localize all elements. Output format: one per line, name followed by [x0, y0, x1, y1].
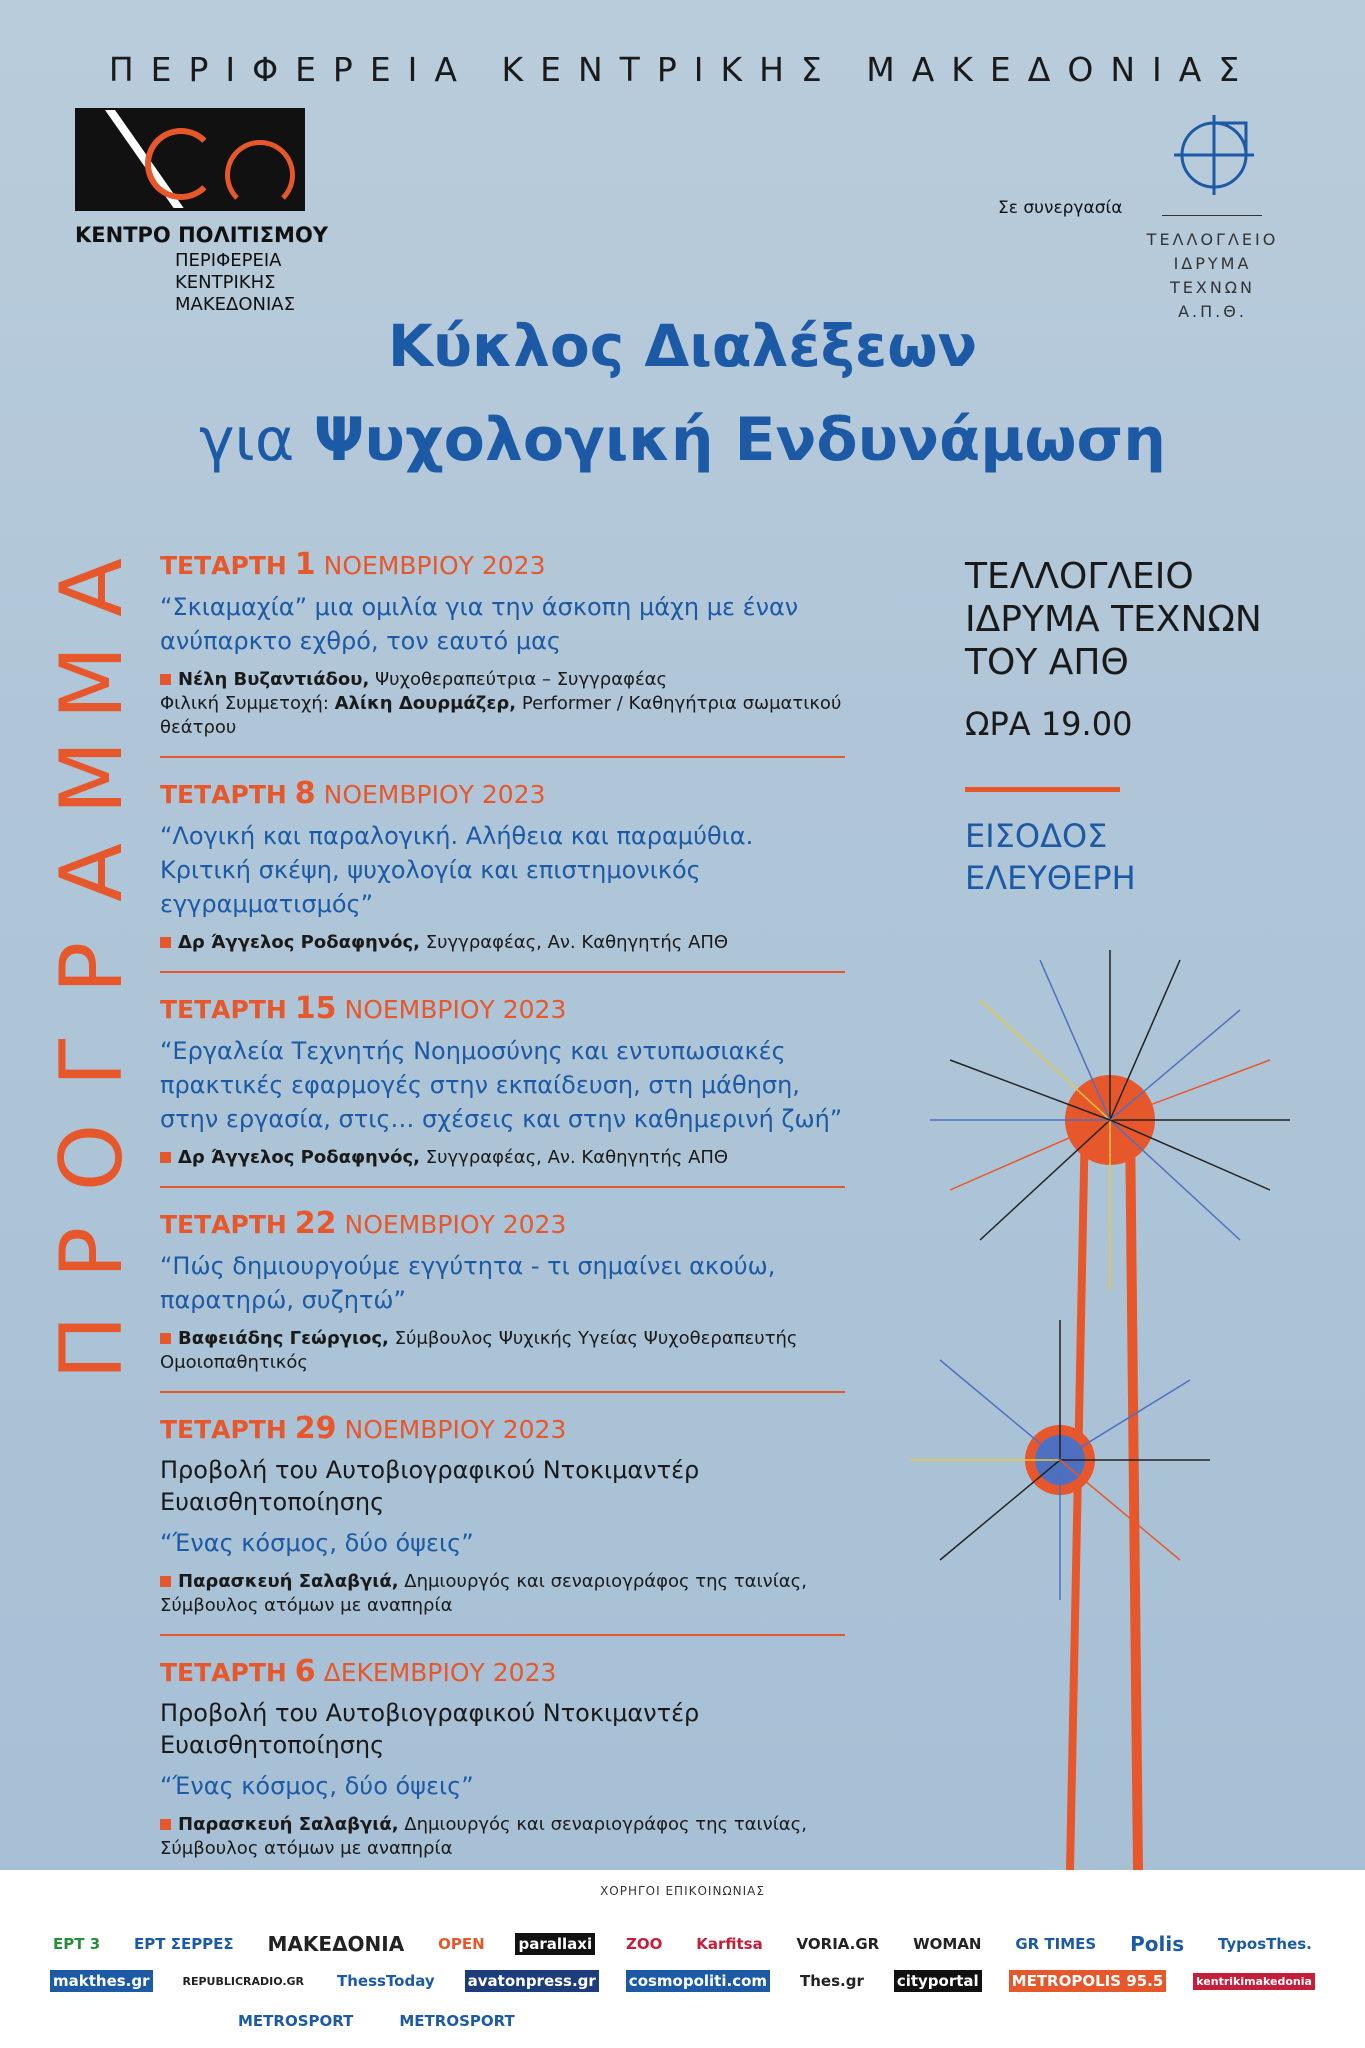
sponsor-logo: REPUBLICRADIO.GR [182, 1974, 305, 1988]
sponsor-logo: METROPOLIS 95.5 [1009, 1970, 1167, 1992]
event-item [160, 547, 845, 758]
event-date: ΤΕΤΑΡΤΗ 1 ΝΟΕΜΒΡΙΟΥ 2023 [160, 547, 546, 582]
sponsor-logo: METROSPORT [399, 2012, 515, 2030]
event-item [160, 1206, 845, 1393]
event-speaker: Βαφειάδης Γεώργιος, Σύμβουλος Ψυχικής Υγείας Ψυχοθεραπευτής Ομοιοπαθητικός [160, 1328, 798, 1373]
title-line1: Κύκλος Διαλέξεων [387, 312, 978, 380]
sponsor-logo: ΜΑΚΕΔΟΝΙΑ [267, 1932, 405, 1956]
event-speaker: Παρασκευή Σαλαβγιά, Δημιουργός και σεναριογράφος της ταινίας, Σύμβουλος ατόμων με αναπηρία [160, 1571, 807, 1616]
sponsor-logo: ThessToday [337, 1972, 435, 1990]
sponsor-logo: WOMAN [913, 1935, 982, 1953]
sponsors-row [50, 1930, 1315, 1958]
sponsors-strip [0, 1870, 1365, 2048]
sponsor-logo: TyposThes. [1217, 1935, 1312, 1953]
sponsor-logo: ΕΡΤ ΣΕΡΡΕΣ [134, 1935, 234, 1953]
sponsor-logo: Karfitsa [696, 1935, 763, 1953]
divider [1162, 215, 1262, 216]
divider [965, 787, 1120, 792]
event-item [160, 1411, 845, 1636]
title-line2: για Ψυχολογική Ενδυνάμωση [199, 405, 1166, 475]
event-speaker: Δρ Άγγελος Ροδαφηνός, Συγγραφέας, Αν. Καθηγητής ΑΠΘ [160, 931, 845, 955]
event-item [160, 1654, 845, 1870]
event-pretitle: Προβολή του Αυτοβιογραφικού Ντοκιμαντέρ Ευαισθητοποίησης [160, 1699, 700, 1759]
sponsor-logo: VORIA.GR [796, 1935, 880, 1953]
kentro-politismou-logo [75, 108, 305, 211]
event-date: ΤΕΤΑΡΤΗ 6 ΔΕΚΕΜΒΡΙΟΥ 2023 [160, 1654, 557, 1689]
event-date: ΤΕΤΑΡΤΗ 15 ΝΟΕΜΒΡΙΟΥ 2023 [160, 991, 567, 1026]
region-name: ΠΕΡΙΦΕΡΕΙΑ ΚΕΝΤΡΙΚΗΣ ΜΑΚΕΔΟΝΙΑΣ [108, 50, 1257, 89]
event-time: ΩΡΑ 19.00 [965, 705, 1133, 743]
sponsor-logo: ΕΡΤ 3 [53, 1935, 101, 1953]
event-title: “Ένας κόσμος, δύο όψεις” [160, 1772, 474, 1800]
event-date: ΤΕΤΑΡΤΗ 29 ΝΟΕΜΒΡΙΟΥ 2023 [160, 1411, 567, 1446]
event-speaker: Παρασκευή Σαλαβγιά, Δημιουργός και σεναριογράφος της ταινίας, Σύμβουλος ατόμων με αναπηρία [160, 1814, 807, 1859]
sponsor-logo: GR TIMES [1015, 1935, 1097, 1953]
event-speaker: Δρ Άγγελος Ροδαφηνός, Συγγραφέας, Αν. Καθηγητής ΑΠΘ [160, 1146, 845, 1170]
event-date: ΤΕΤΑΡΤΗ 8 ΝΟΕΜΒΡΙΟΥ 2023 [160, 776, 546, 811]
free-entry: ΕΙΣΟΔΟΣ ΕΛΕΥΘΕΡΗ [965, 817, 1136, 897]
sponsor-logo: makthes.gr [50, 1970, 153, 1992]
dandelion-illustration-icon [860, 820, 1365, 1870]
sponsors-row [50, 1970, 1315, 1992]
venue: ΤΕΛΛΟΓΛΕΙΟ ΙΔΡΥΜΑ ΤΕΧΝΩΝ ΤΟΥ ΑΠΘ [965, 556, 1262, 683]
event-title: “Λογική και παραλογική. Αλήθεια και παραμύθια. Κριτική σκέψη, ψυχολογία και επιστημονικός εγγραμματισμός” [160, 822, 754, 918]
sponsor-logo: kentrikimakedonia [1193, 1973, 1315, 1990]
sponsor-logo: cosmopoliti.com [626, 1970, 770, 1992]
cooperation-label: Σε συνεργασία [998, 198, 1123, 218]
sponsor-logo: parallaxi [515, 1933, 595, 1955]
program-list [160, 547, 845, 1870]
event-title: “Ένας κόσμος, δύο όψεις” [160, 1529, 474, 1557]
event-date: ΤΕΤΑΡΤΗ 22 ΝΟΕΜΒΡΙΟΥ 2023 [160, 1206, 567, 1241]
sponsor-logo: METROSPORT [238, 2012, 354, 2030]
teloglion-name: ΤΕΛΛΟΓΛΕΙΟ ΙΔΡΥΜΑ ΤΕΧΝΩΝ Α.Π.Θ. [1146, 230, 1279, 321]
sponsor-logo: avatonpress.gr [465, 1970, 599, 1992]
sponsor-logo: OPEN [438, 1935, 485, 1953]
sponsor-logo: Polis [1130, 1932, 1185, 1956]
teloglion-logo-icon [1166, 110, 1262, 200]
event-speaker: Νέλη Βυζαντιάδου, Ψυχοθεραπεύτρια – Συγγραφέας Φιλική Συμμετοχή: Αλίκη Δουρμάζερ, Performer / Καθηγήτρια σωματικού θεάτρου [160, 669, 842, 738]
kentro-politismou-sub: ΠΕΡΙΦΕΡΕΙΑ ΚΕΝΤΡΙΚΗΣ ΜΑΚΕΔΟΝΙΑΣ [175, 250, 295, 315]
program-vertical-label: Α Μ Μ Α Ρ Γ Ο Ρ Π [42, 558, 142, 1380]
event-item [160, 991, 845, 1188]
sponsors-title: ΧΟΡΗΓΟΙ ΕΠΙΚΟΙΝΩΝΙΑΣ [600, 1884, 765, 1898]
kentro-politismou-name: ΚΕΝΤΡΟ ΠΟΛΙΤΙΣΜΟΥ [75, 223, 329, 247]
sponsors-row [50, 2010, 1315, 2032]
event-title: “Εργαλεία Τεχνητής Νοημοσύνης και εντυπωσιακές πρακτικές εφαρμογές στην εκπαίδευση, στη μάθηση, στην εργασία, στις… σχέσεις και στην καθημερινή ζωή” [160, 1037, 843, 1133]
event-title: “Σκιαμαχία” μια ομιλία για την άσκοπη μάχη με έναν ανύπαρκτο εχθρό, τον εαυτό μας [160, 593, 799, 655]
event-title: “Πώς δημιουργούμε εγγύτητα - τι σημαίνει ακούω, παρατηρώ, συζητώ” [160, 1252, 776, 1314]
event-pretitle: Προβολή του Αυτοβιογραφικού Ντοκιμαντέρ Ευαισθητοποίησης [160, 1456, 700, 1516]
sponsor-logo: Thes.gr [800, 1972, 864, 1990]
sponsor-logo: ZOO [625, 1935, 663, 1953]
sponsor-logo: cityportal [894, 1970, 982, 1992]
event-item [160, 776, 845, 973]
